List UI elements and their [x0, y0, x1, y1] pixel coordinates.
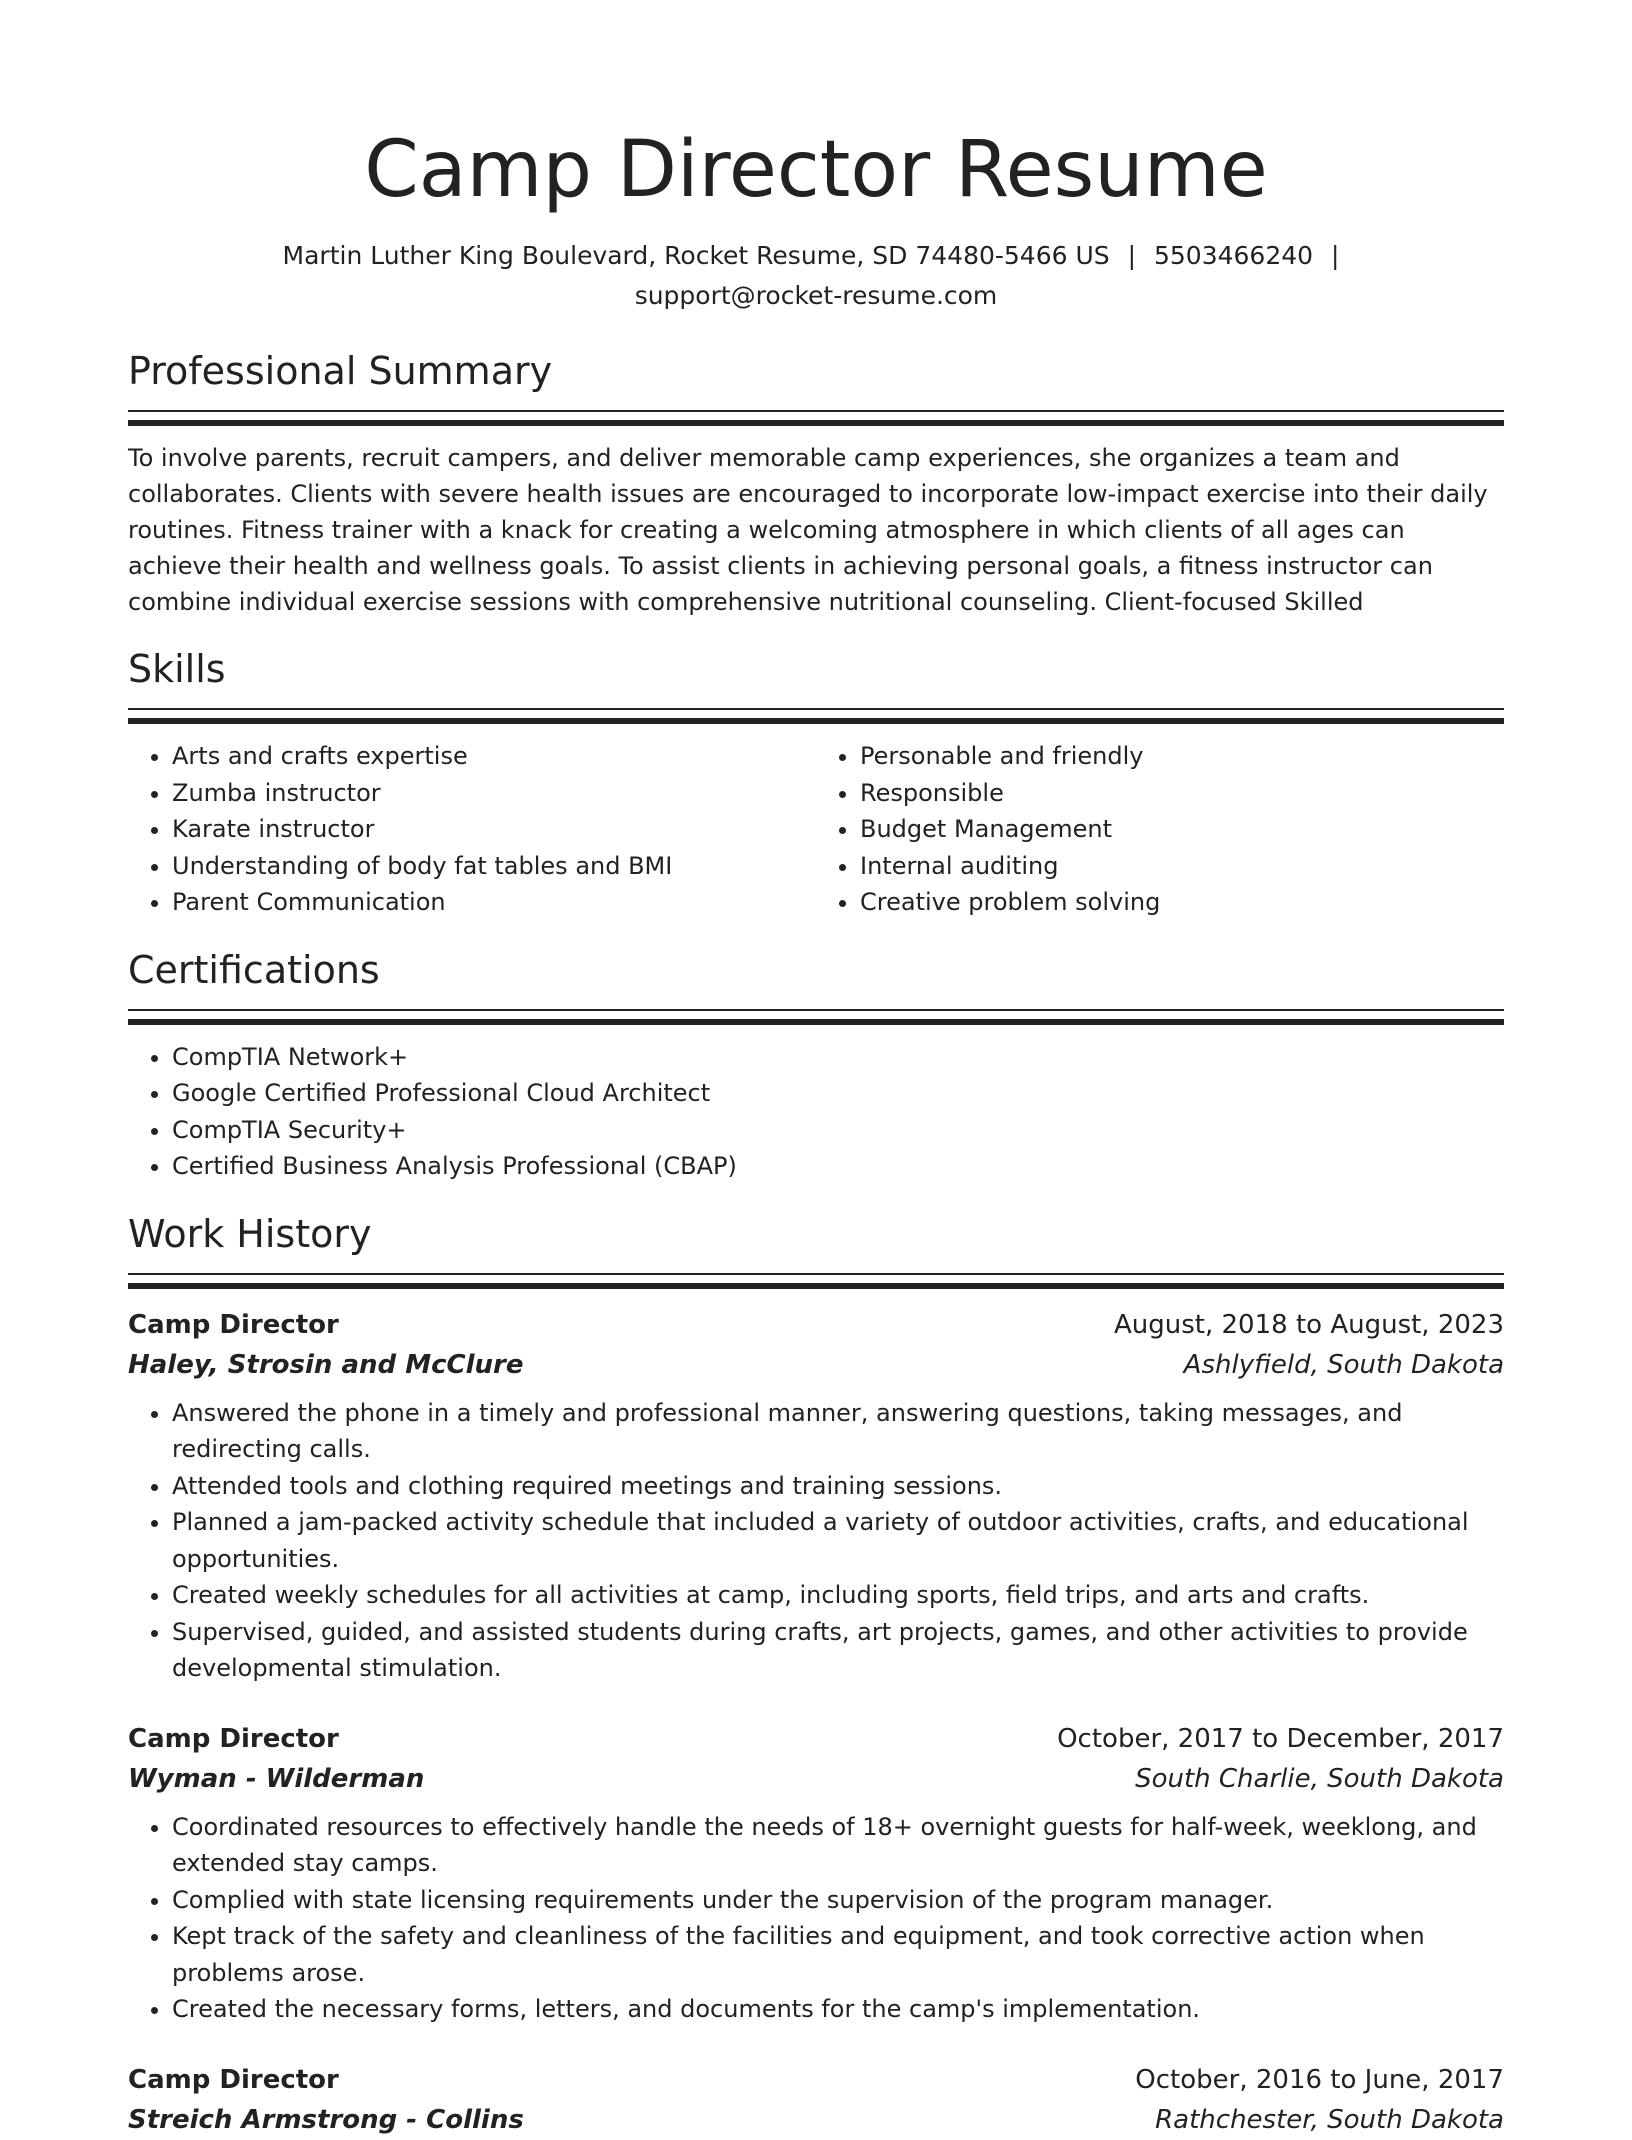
- skills-column-right: [816, 738, 1504, 921]
- section-divider: [128, 410, 1504, 412]
- resume-title: Camp Director Resume: [364, 125, 1268, 215]
- job-bullet: • Complied with state licensing requirements under the supervision of the program manager.: [172, 1882, 1504, 1919]
- skills-list-right: [816, 738, 1504, 921]
- skill-item: • Parent Communication: [172, 884, 816, 921]
- skill-item: • Karate instructor: [172, 811, 816, 848]
- section-heading-certifications: Certifications: [128, 947, 380, 992]
- contact-address: Martin Luther King Boulevard, Rocket Resume, SD 74480-5466 US: [282, 241, 1110, 270]
- job-entry: [128, 1719, 1504, 2028]
- job-bullet: • Supervised, guided, and assisted students during crafts, art projects, games, and other activities to provide developmental stimulation.: [172, 1614, 1504, 1687]
- certification-item: • CompTIA Network+: [172, 1039, 1504, 1076]
- job-bullet: • Answered the phone in a timely and professional manner, answering questions, taking messages, and redirecting calls.: [172, 1395, 1504, 1468]
- contact-separator: |: [1331, 241, 1340, 270]
- contact-email: support@rocket-resume.com: [634, 281, 998, 310]
- summary-section: [128, 346, 1504, 620]
- job-entry: [128, 1305, 1504, 1687]
- certification-item: • Certified Business Analysis Professional (CBAP): [172, 1148, 1504, 1185]
- job-location: South Charlie, South Dakota: [1135, 1763, 1504, 1794]
- contact-line-1: [128, 236, 1504, 276]
- section-divider-thick: [128, 1283, 1504, 1289]
- job-bullet: • Kept track of the safety and cleanliness of the facilities and equipment, and took corrective action when problems arose.: [172, 1918, 1504, 1991]
- job-dates: October, 2016 to June, 2017: [1135, 2064, 1504, 2095]
- contact-separator: |: [1127, 241, 1137, 270]
- contact-line-2: [128, 276, 1504, 316]
- job-entry: [128, 2060, 1504, 2140]
- contact-phone: 5503466240: [1154, 241, 1314, 270]
- job-bullet: • Created weekly schedules for all activities at camp, including sports, field trips, and arts and crafts.: [172, 1577, 1504, 1614]
- skill-item: • Responsible: [860, 775, 1504, 812]
- job-header: [128, 1719, 1504, 1759]
- skill-item: • Understanding of body fat tables and BMI: [172, 848, 816, 885]
- job-company: Haley, Strosin and McClure: [128, 1349, 524, 1380]
- job-bullets: [128, 1395, 1504, 1687]
- resume-page: [128, 0, 1504, 2140]
- work-history-section: [128, 1209, 1504, 2140]
- certifications-section: [128, 945, 1504, 1185]
- skills-grid: [128, 738, 1504, 921]
- section-heading-skills: Skills: [128, 647, 226, 691]
- job-location: Ashlyfield, South Dakota: [1183, 1349, 1504, 1380]
- skill-item: • Arts and crafts expertise: [172, 738, 816, 775]
- job-dates: August, 2018 to August, 2023: [1114, 1309, 1504, 1340]
- job-subheader: [128, 2100, 1504, 2140]
- job-title: Camp Director: [128, 1723, 339, 1754]
- job-bullet: • Created the necessary forms, letters, and documents for the camp's implementation.: [172, 1991, 1504, 2028]
- skill-item: • Personable and friendly: [860, 738, 1504, 775]
- skills-column-left: [128, 738, 816, 921]
- section-heading-summary: Professional Summary: [128, 349, 553, 393]
- section-divider: [128, 708, 1504, 710]
- job-dates: October, 2017 to December, 2017: [1057, 1723, 1504, 1754]
- skills-list-left: [128, 738, 816, 921]
- skill-item: • Internal auditing: [860, 848, 1504, 885]
- section-heading-work-history: Work History: [128, 1211, 372, 1256]
- job-bullets: [128, 1809, 1504, 2028]
- job-title: Camp Director: [128, 2064, 339, 2095]
- job-bullet: • Planned a jam-packed activity schedule that included a variety of outdoor activities, crafts, and educational opportunities.: [172, 1504, 1504, 1577]
- skills-section: [128, 644, 1504, 921]
- skill-item: • Zumba instructor: [172, 775, 816, 812]
- certifications-list: [128, 1039, 1504, 1185]
- section-divider-thick: [128, 718, 1504, 724]
- section-divider-thick: [128, 420, 1504, 426]
- job-bullet: • Attended tools and clothing required meetings and training sessions.: [172, 1468, 1504, 1505]
- job-header: [128, 2060, 1504, 2100]
- job-subheader: [128, 1759, 1504, 1799]
- job-company: Streich Armstrong - Collins: [128, 2104, 524, 2135]
- certification-item: • Google Certified Professional Cloud Architect: [172, 1075, 1504, 1112]
- section-divider: [128, 1273, 1504, 1275]
- section-divider-thick: [128, 1019, 1504, 1025]
- contact-info: [128, 236, 1504, 316]
- job-bullet: • Coordinated resources to effectively handle the needs of 18+ overnight guests for half-week, weeklong, and extended stay camps.: [172, 1809, 1504, 1882]
- job-title: Camp Director: [128, 1309, 339, 1340]
- job-header: [128, 1305, 1504, 1345]
- summary-text: To involve parents, recruit campers, and deliver memorable camp experiences, she organizes a team and collaborates. Clients with severe health issues are encouraged to incorporate low-impact exercise into their daily routines. Fitness trainer with a knack for creating a welcoming atmosphere in which clients of all ages can achieve their health and wellness goals. To assist clients in achieving personal goals, a fitness instructor can combine individual exercise sessions with comprehensive nutritional counseling. Client-focused Skilled: [128, 444, 1488, 616]
- section-divider: [128, 1009, 1504, 1011]
- job-location: Rathchester, South Dakota: [1155, 2104, 1504, 2135]
- job-subheader: [128, 1345, 1504, 1385]
- certification-item: • CompTIA Security+: [172, 1112, 1504, 1149]
- job-company: Wyman - Wilderman: [128, 1763, 425, 1794]
- skill-item: • Budget Management: [860, 811, 1504, 848]
- skill-item: • Creative problem solving: [860, 884, 1504, 921]
